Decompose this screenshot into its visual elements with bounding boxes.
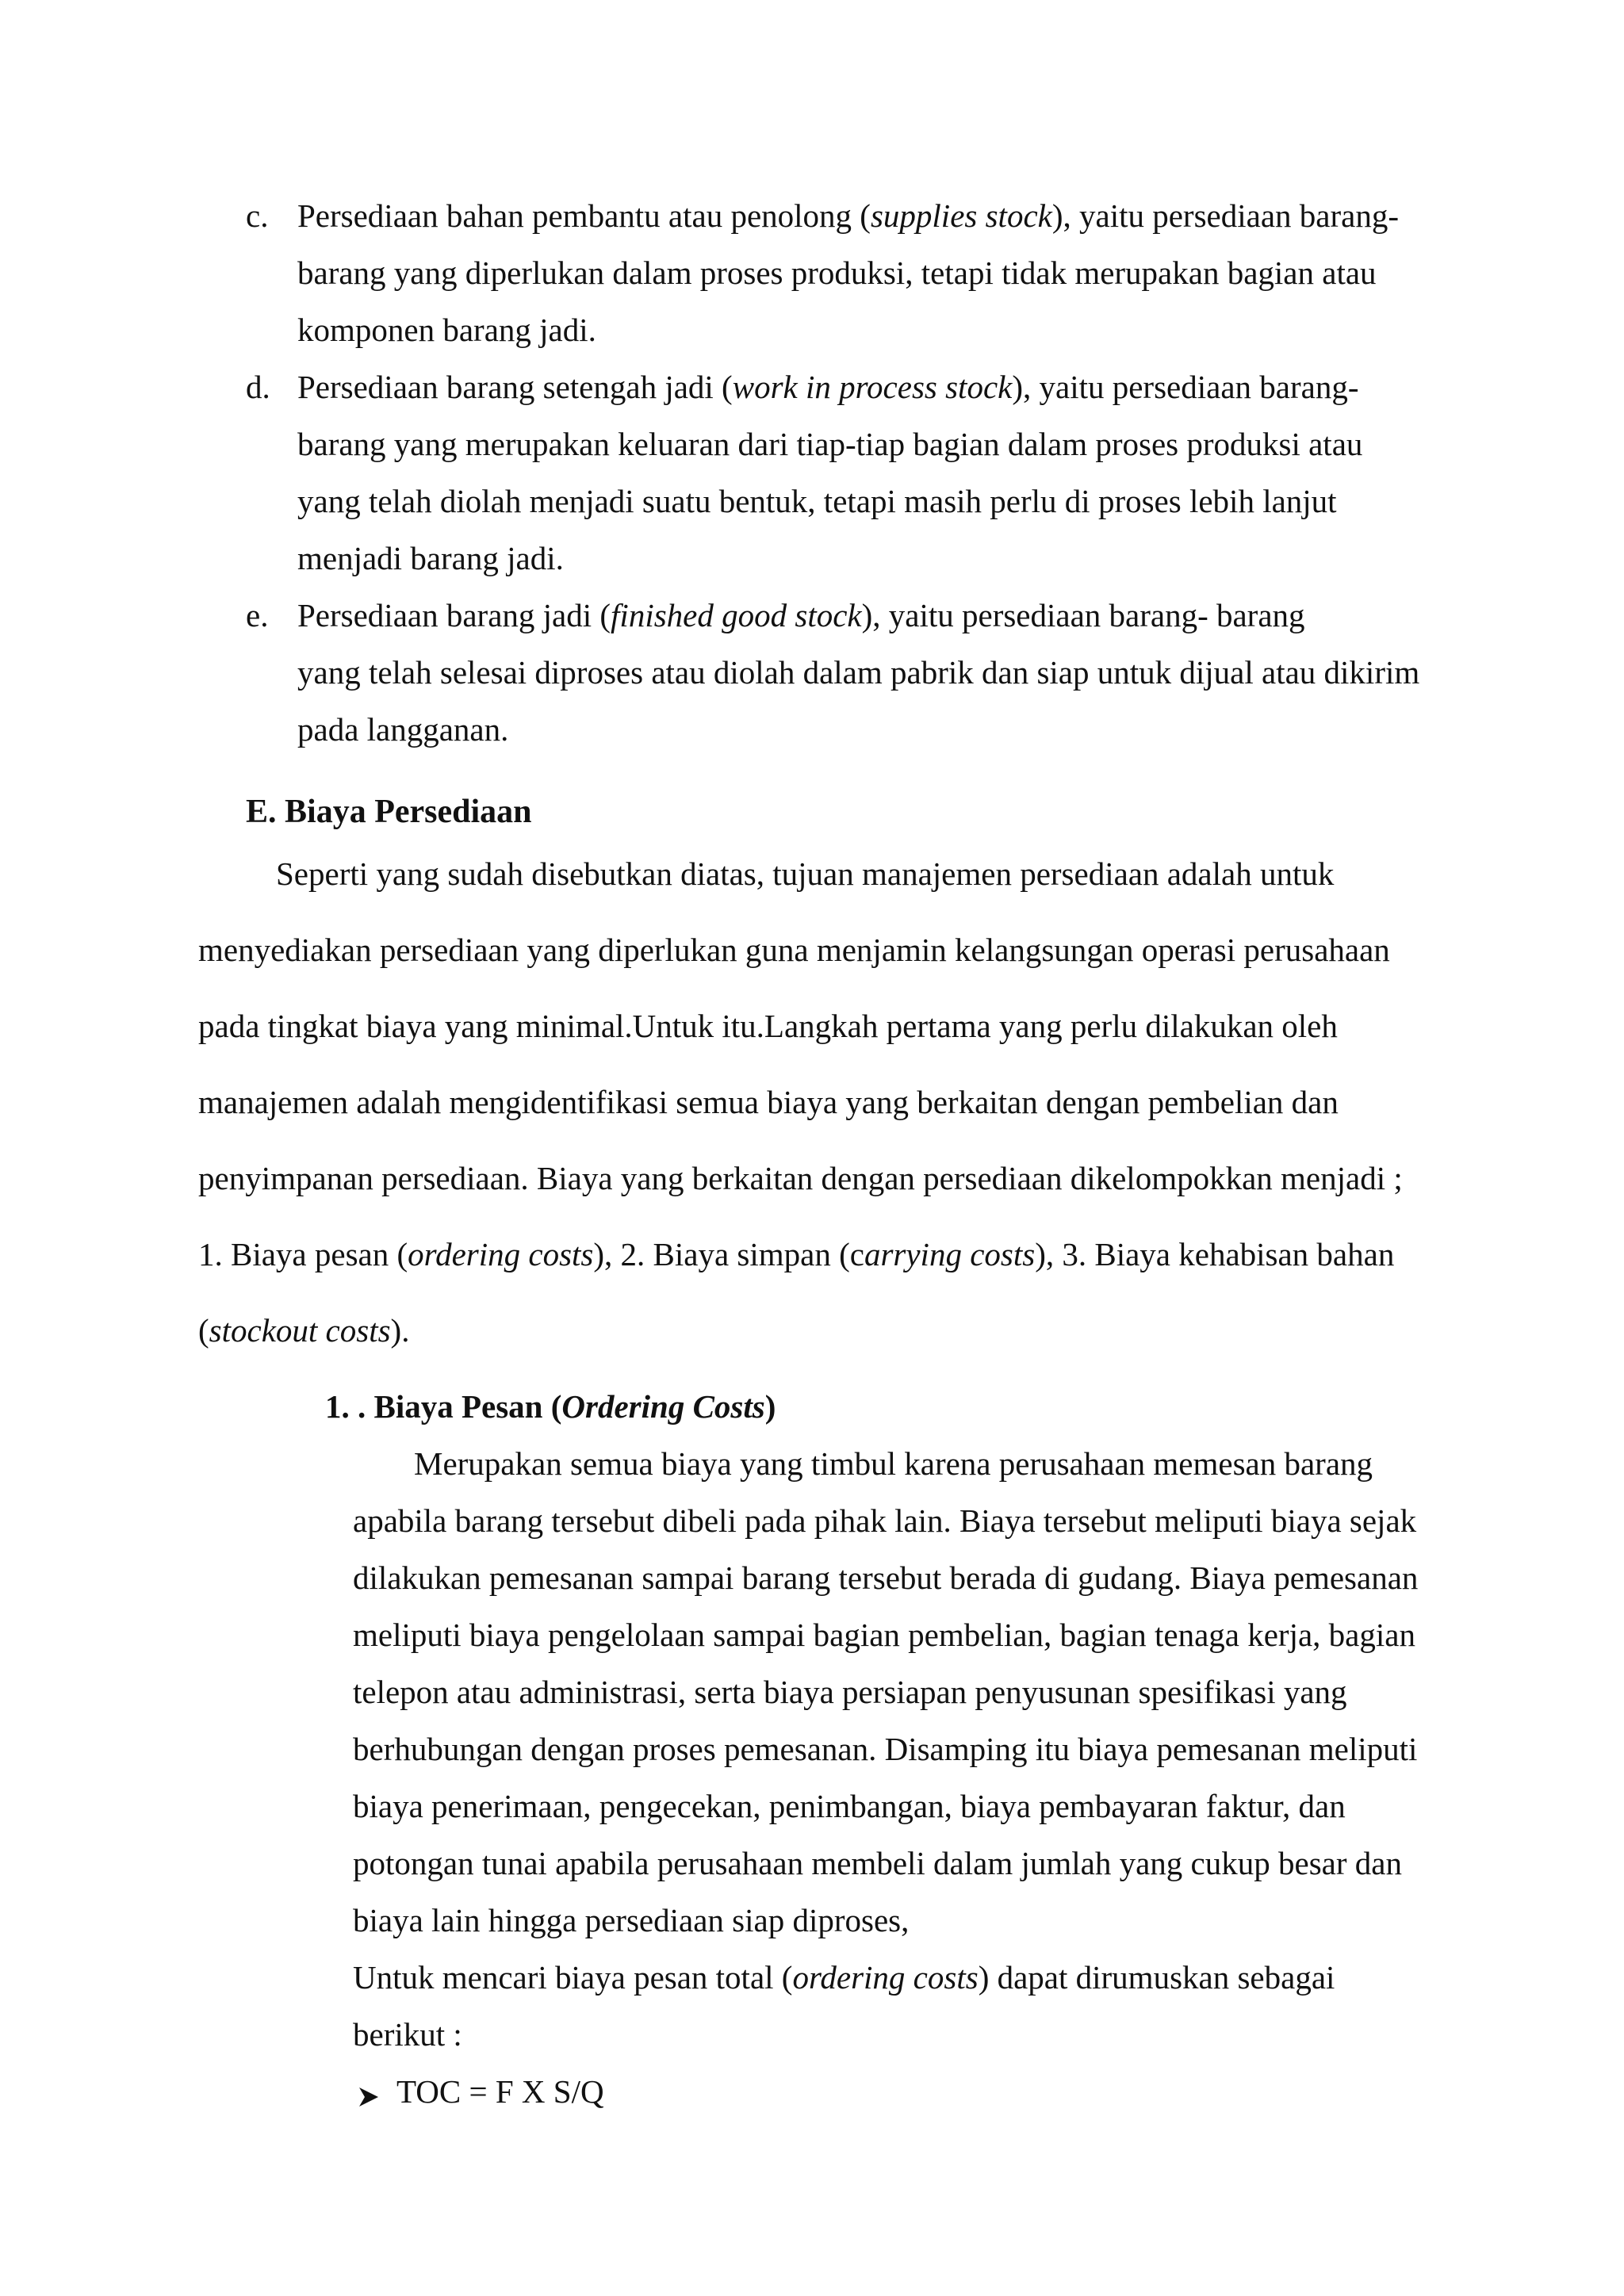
list-item-c-line-2: barang yang diperlukan dalam proses produksi, tetapi tidak merupakan bagian atau bbox=[297, 254, 1377, 291]
subsection-1-line-10: Untuk mencari biaya pesan total (ordering costs) dapat dirumuskan sebagai bbox=[353, 1959, 1335, 1996]
list-item-e-line-3: pada langganan. bbox=[297, 711, 509, 748]
section-e-line-7: (stockout costs). bbox=[198, 1312, 410, 1349]
list-item-e-line-2: yang telah selesai diproses atau diolah dalam pabrik dan siap untuk dijual atau dikirim bbox=[297, 654, 1420, 691]
list-marker-c: c. bbox=[246, 197, 269, 234]
list-item-d-line-1: Persediaan barang setengah jadi (work in process stock), yaitu persediaan barang- bbox=[297, 369, 1359, 405]
subsection-1-line-6: berhubungan dengan proses pemesanan. Disamping itu biaya pemesanan meliputi bbox=[353, 1731, 1418, 1767]
formula-toc: TOC = F X S/Q bbox=[396, 2073, 604, 2110]
subsection-1-heading: 1. . Biaya Pesan (Ordering Costs) bbox=[325, 1388, 776, 1425]
subsection-1-line-8: potongan tunai apabila perusahaan membeli dalam jumlah yang cukup besar dan bbox=[353, 1845, 1402, 1881]
section-e-line-4: manajemen adalah mengidentifikasi semua biaya yang berkaitan dengan pembelian dan bbox=[198, 1084, 1339, 1120]
subsection-1-line-9: biaya lain hingga persediaan siap diproses, bbox=[353, 1902, 910, 1938]
arrowhead-bullet-icon bbox=[357, 2079, 381, 2103]
list-marker-e: e. bbox=[246, 597, 269, 633]
subsection-1-line-2: apabila barang tersebut dibeli pada pihak lain. Biaya tersebut meliputi biaya sejak bbox=[353, 1502, 1417, 1539]
list-marker-d: d. bbox=[246, 369, 270, 405]
subsection-1-line-1: Merupakan semua biaya yang timbul karena perusahaan memesan barang bbox=[414, 1445, 1373, 1482]
subsection-1-line-4: meliputi biaya pengelolaan sampai bagian pembelian, bagian tenaga kerja, bagian bbox=[353, 1617, 1415, 1653]
section-e-line-2: menyediakan persediaan yang diperlukan guna menjamin kelangsungan operasi perusahaan bbox=[198, 932, 1390, 968]
section-e-line-3: pada tingkat biaya yang minimal.Untuk itu.Langkah pertama yang perlu dilakukan oleh bbox=[198, 1008, 1338, 1044]
subsection-1-line-11: berikut : bbox=[353, 2016, 462, 2053]
section-e-line-1: Seperti yang sudah disebutkan diatas, tujuan manajemen persediaan adalah untuk bbox=[276, 855, 1335, 892]
section-e-line-6: 1. Biaya pesan (ordering costs), 2. Biaya simpan (carrying costs), 3. Biaya kehabisan bahan bbox=[198, 1236, 1395, 1272]
subsection-1-line-3: dilakukan pemesanan sampai barang tersebut berada di gudang. Biaya pemesanan bbox=[353, 1559, 1419, 1596]
list-item-d-line-2: barang yang merupakan keluaran dari tiap-tiap bagian dalam proses produksi atau bbox=[297, 426, 1363, 462]
subsection-1-line-5: telepon atau administrasi, serta biaya persiapan penyusunan spesifikasi yang bbox=[353, 1674, 1347, 1710]
list-item-e-line-1: Persediaan barang jadi (finished good stock), yaitu persediaan barang- barang bbox=[297, 597, 1305, 633]
list-item-d-line-4: menjadi barang jadi. bbox=[297, 540, 564, 576]
list-item-c-line-1: Persediaan bahan pembantu atau penolong (supplies stock), yaitu persediaan barang- bbox=[297, 197, 1399, 234]
subsection-1-line-7: biaya penerimaan, pengecekan, penimbangan, biaya pembayaran faktur, dan bbox=[353, 1788, 1346, 1824]
list-item-d-line-3: yang telah diolah menjadi suatu bentuk, tetapi masih perlu di proses lebih lanjut bbox=[297, 483, 1337, 519]
section-e-line-5: penyimpanan persediaan. Biaya yang berkaitan dengan persediaan dikelompokkan menjadi ; bbox=[198, 1160, 1403, 1196]
list-item-c-line-3: komponen barang jadi. bbox=[297, 312, 596, 348]
section-e-heading: E. Biaya Persediaan bbox=[246, 794, 532, 830]
